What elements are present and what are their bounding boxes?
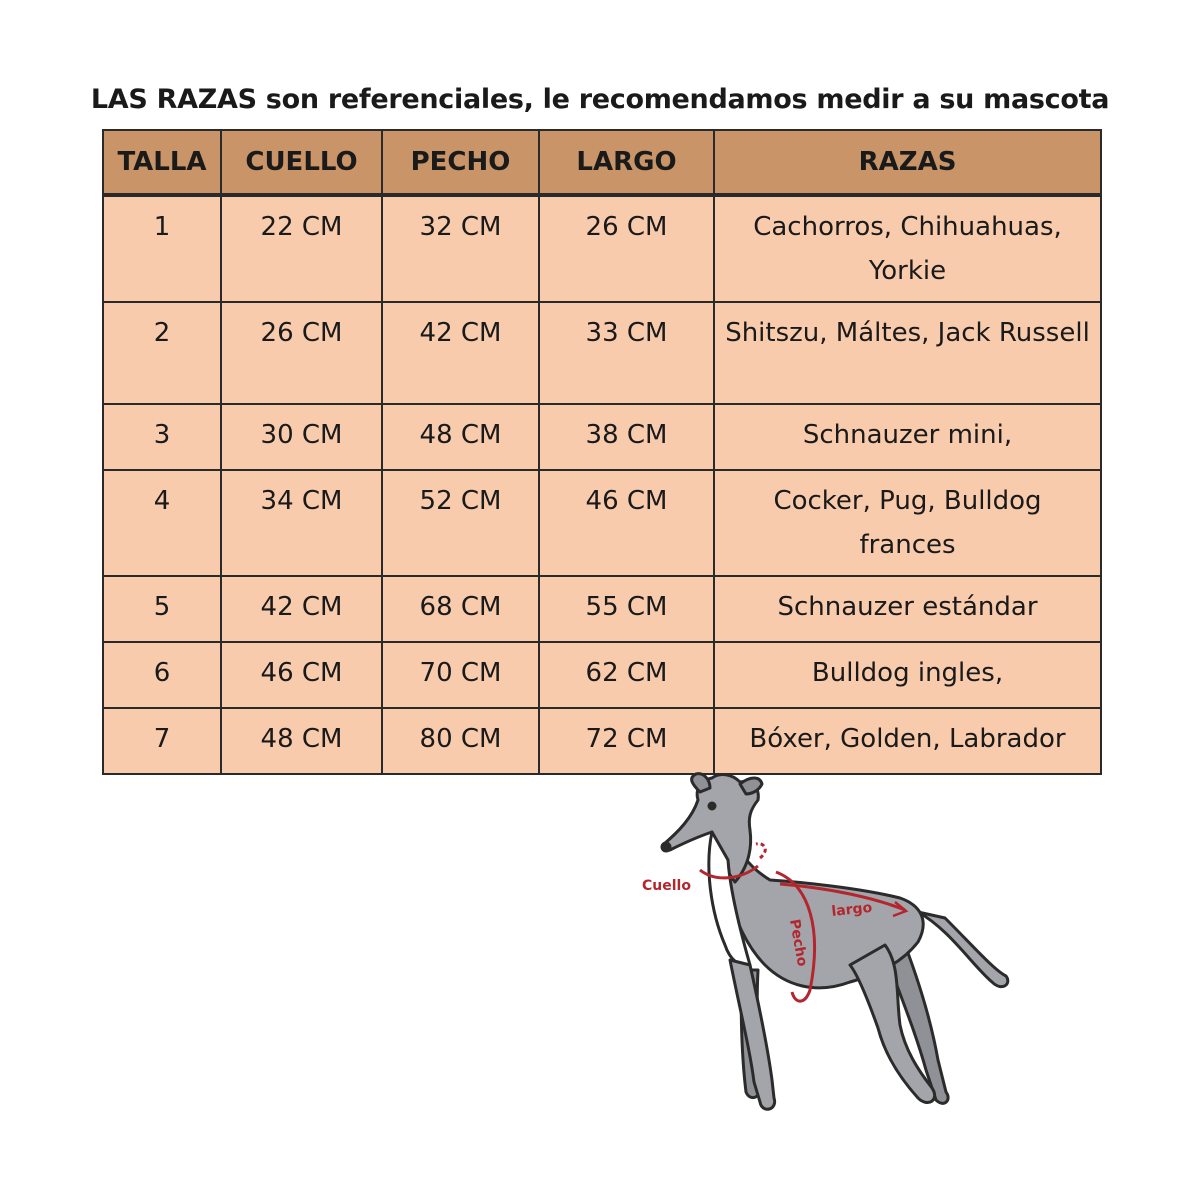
cell-razas: Shitszu, Máltes, Jack Russell [714,302,1101,404]
cell-razas: Schnauzer estándar [714,576,1101,642]
cell-largo: 26 CM [539,195,714,302]
header-talla: TALLA [103,130,221,195]
cell-pecho: 48 CM [382,404,539,470]
header-cuello: CUELLO [221,130,382,195]
cell-talla: 1 [103,195,221,302]
cell-pecho: 68 CM [382,576,539,642]
table-row [103,195,1101,302]
cell-cuello: 48 CM [221,708,382,774]
cell-largo: 46 CM [539,470,714,576]
cuello-label: Cuello [642,878,691,894]
cell-pecho: 32 CM [382,195,539,302]
cell-largo: 38 CM [539,404,714,470]
header-razas: RAZAS [714,130,1101,195]
table-row [103,470,1101,576]
size-table [102,129,1102,775]
cell-cuello: 26 CM [221,302,382,404]
cell-largo: 33 CM [539,302,714,404]
cell-largo: 62 CM [539,642,714,708]
largo-label: largo [830,899,873,920]
greyhound-illustration [662,774,1008,1110]
cell-talla: 4 [103,470,221,576]
table-row [103,642,1101,708]
cell-largo: 55 CM [539,576,714,642]
table-row [103,302,1101,404]
cell-pecho: 80 CM [382,708,539,774]
cell-pecho: 42 CM [382,302,539,404]
table-row [103,708,1101,774]
table-header-row [103,130,1101,195]
table-row [103,404,1101,470]
cell-cuello: 42 CM [221,576,382,642]
cell-talla: 5 [103,576,221,642]
cell-razas: Cachorros, Chihuahuas, Yorkie [714,195,1101,302]
cell-cuello: 34 CM [221,470,382,576]
cell-largo: 72 CM [539,708,714,774]
header-pecho: PECHO [382,130,539,195]
cell-talla: 6 [103,642,221,708]
dog-measurement-diagram [600,770,1040,1130]
header-largo: LARGO [539,130,714,195]
cell-cuello: 30 CM [221,404,382,470]
cell-razas: Schnauzer mini, [714,404,1101,470]
cell-talla: 2 [103,302,221,404]
cell-cuello: 22 CM [221,195,382,302]
page-title: LAS RAZAS son referenciales, le recomendamos medir a su mascota [90,84,1110,115]
table-row [103,576,1101,642]
cell-pecho: 52 CM [382,470,539,576]
cell-cuello: 46 CM [221,642,382,708]
cell-pecho: 70 CM [382,642,539,708]
cell-talla: 7 [103,708,221,774]
cell-razas: Cocker, Pug, Bulldog frances [714,470,1101,576]
cell-talla: 3 [103,404,221,470]
cell-razas: Bulldog ingles, [714,642,1101,708]
pecho-label: Pecho [786,917,811,968]
cell-razas: Bóxer, Golden, Labrador [714,708,1101,774]
